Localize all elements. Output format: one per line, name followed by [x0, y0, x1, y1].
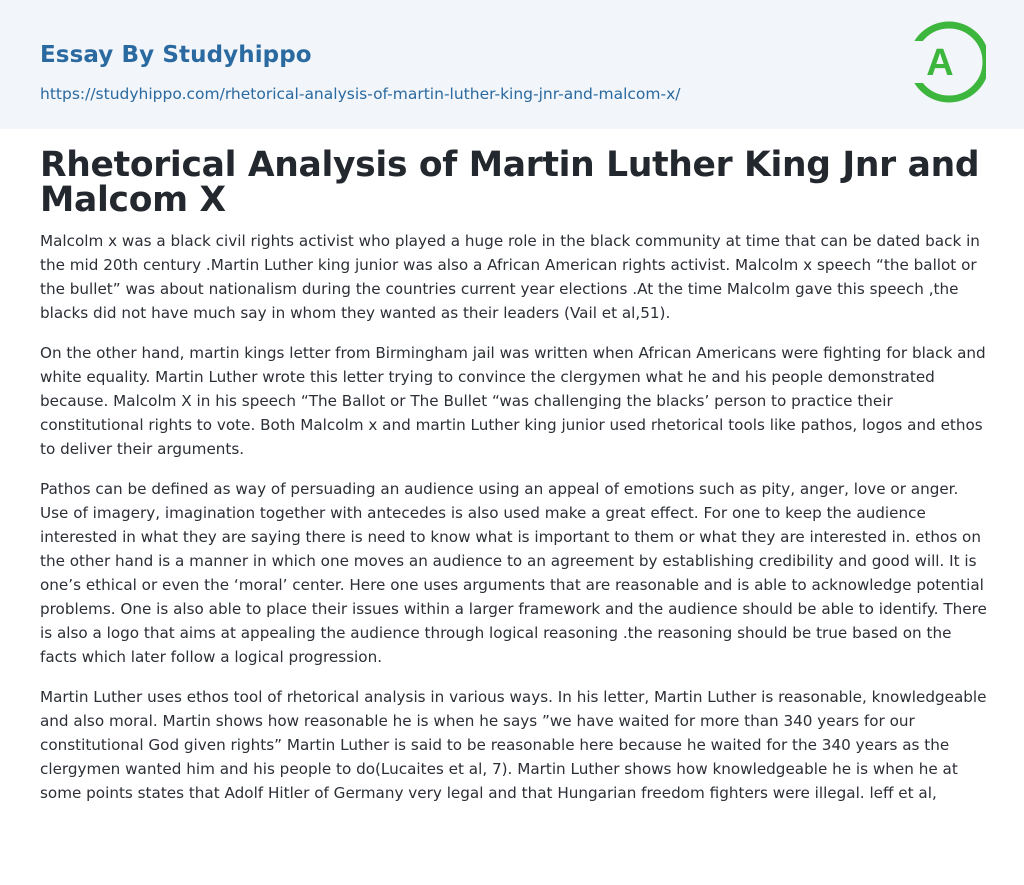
site-header — [0, 0, 1024, 129]
page-url-link[interactable]: https://studyhippo.com/rhetorical-analysis-of-martin-luther-king-jnr-and-malcom-x/ — [40, 85, 681, 103]
studyhippo-logo-icon[interactable] — [912, 19, 986, 105]
paragraph-3: Pathos can be defined as way of persuading an audience using an appeal of emotions such as pity, anger, love or anger. Use of imagery, imagination together with antecedes is also used make a great effect. For one to keep the audience interested in what they are saying there is need to know what is important to them or what they are interested in. ethos on the other hand is a manner in which one moves an audience to an agreement by establishing credibility and good will. It is one’s ethical or even the ‘moral’ center. Here one uses arguments that are reasonable and is able to acknowledge potential problems. One is also able to place their issues within a larger framework and the audience should be able to identify. There is also a logo that aims at appealing the audience through logical reasoning .the reasoning should be true based on the facts which later follow a logical progression. — [40, 480, 987, 666]
site-brand[interactable]: Essay By Studyhippo — [40, 42, 312, 68]
essay-body — [40, 229, 990, 821]
logo-letter: A — [926, 42, 954, 84]
essay-title: Rhetorical Analysis of Martin Luther King Jnr and Malcom X — [40, 145, 980, 220]
paragraph-4: Martin Luther uses ethos tool of rhetorical analysis in various ways. In his letter, Martin Luther is reasonable, knowledgeable and also moral. Martin shows how reasonable he is when he says ”we have waited for more than 340 years for our constitutional God given rights” Martin Luther is said to be reasonable here because he waited for the 340 years as the clergymen wanted him and his people to do(Lucaites et al, 7). Martin Luther shows how knowledgeable he is when he at some points states that Adolf Hitler of Germany very legal and that Hungarian freedom fighters were illegal. leff et al, — [40, 688, 987, 802]
paragraph-1: Malcolm x was a black civil rights activist who played a huge role in the black community at time that can be dated back in the mid 20th century .Martin Luther king junior was also a African American rights activist. Malcolm x speech “the ballot or the bullet” was about nationalism during the countries current year elections .At the time Malcolm gave this speech ,the blacks did not have much say in whom they wanted as their leaders (Vail et al,51). — [40, 232, 980, 322]
paragraph-2: On the other hand, martin kings letter from Birmingham jail was written when African Americans were fighting for black and white equality. Martin Luther wrote this letter trying to convince the clergymen what he and his people demonstrated because. Malcolm X in his speech “The Ballot or The Bullet “was challenging the blacks’ person to practice their constitutional rights to vote. Both Malcolm x and martin Luther king junior used rhetorical tools like pathos, logos and ethos to deliver their arguments. — [40, 344, 986, 458]
